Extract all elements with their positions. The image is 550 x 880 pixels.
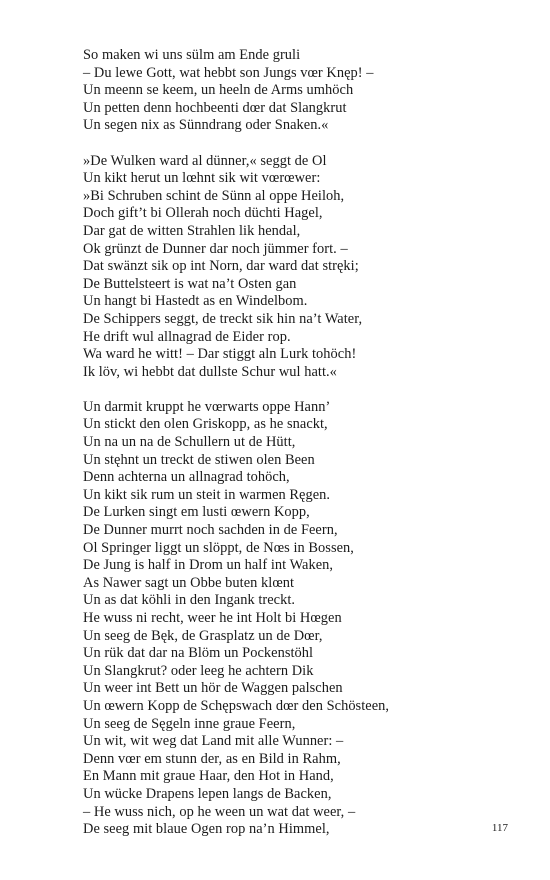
poem-line: Denn vœr em stunn der, as en Bild in Rahm, — [83, 750, 341, 767]
poem-line: Un as dat köhli in den Ingank treckt. — [83, 592, 296, 609]
poem-line: Un Slangkrut? oder leeg he achtern Dik — [83, 662, 314, 679]
poem-line: Denn achterna un allnagrad tohöch, — [83, 469, 290, 486]
poem-line: Un na un na de Schullern ut de Hütt, — [83, 434, 296, 451]
poem-line: Un kikt sik rum un steit in warmen Ręgen. — [83, 486, 331, 503]
poem-line: De seeg mit blaue Ogen rop na’n Himmel, — [83, 821, 330, 838]
poem-line: Un stickt den olen Griskopp, as he snackt, — [83, 416, 328, 433]
poem-line: Un segen nix as Sünndrang oder Snaken.« — [83, 117, 329, 134]
poem-line: Un stęhnt un treckt de stiwen olen Been — [83, 451, 315, 468]
poem-line: De Dunner murrt noch sachden in de Feern, — [83, 522, 338, 539]
poem-line: Un meenn se keem, un heeln de Arms umhöch — [83, 82, 354, 99]
poem-line: Un petten denn hochbeenti dœr dat Slangkrut — [83, 99, 347, 116]
poem-line: Un rük dat dar na Blöm un Pockenstöhl — [83, 645, 314, 662]
page-number: 117 — [491, 822, 508, 834]
poem-line: De Jung is half in Drom un half int Waken, — [83, 557, 334, 574]
poem-line: Un œwern Kopp de Schępswach dœr den Schösteen, — [83, 697, 390, 714]
poem-line: He drift wul allnagrad de Eider rop. — [83, 328, 291, 345]
poem-line: Un wücke Drapens lepen langs de Backen, — [83, 785, 332, 802]
poem-line: Ol Springer liggt un slöppt, de Nœs in Bossen, — [83, 539, 354, 556]
stanza — [83, 47, 503, 135]
poem-line: »Bi Schruben schint de Sünn al oppe Heiloh, — [83, 187, 345, 204]
poem-line: Un seeg de Bęk, de Grasplatz un de Dœr, — [83, 627, 323, 644]
poem-line: He wuss ni recht, weer he int Holt bi Hœgen — [83, 610, 342, 626]
poem-line: So maken wi uns sülm am Ende gruli — [83, 47, 301, 63]
poem-line: Dar gat de witten Strahlen lik hendal, — [83, 222, 301, 239]
poem-line: Ok grünzt de Dunner dar noch jümmer fort. – — [83, 240, 348, 257]
poem-line: As Nawer sagt un Obbe buten klœnt — [83, 574, 295, 591]
poem-line: Un seeg de Sęgeln inne graue Feern, — [83, 715, 296, 732]
poem-line: De Lurken singt em lusti œwern Kopp, — [83, 504, 310, 521]
poem-line: Dat swänzt sik op int Norn, dar ward dat stręki; — [83, 258, 359, 275]
poem-line: Ik löv, wi hebbt dat dullste Schur wul hatt.« — [83, 363, 337, 380]
poem-line: Wa ward he witt! – Dar stiggt aln Lurk tohöch! — [83, 346, 357, 363]
poem-line: Doch gift’t bi Ollerah noch düchti Hagel, — [83, 205, 323, 222]
poem-line: Un darmit kruppt he vœrwarts oppe Hann’ — [83, 398, 331, 415]
poem-line: En Mann mit graue Haar, den Hot in Hand, — [83, 768, 334, 785]
poem-line: »De Wulken ward al dünner,« seggt de Ol — [83, 152, 327, 169]
poem-text — [83, 47, 503, 856]
stanza — [83, 399, 503, 839]
stanza — [83, 153, 503, 382]
poem-line: – Du lewe Gott, wat hebbt son Jungs vœr Knęp! – — [83, 64, 374, 81]
poem-line: – He wuss nich, op he ween un wat dat weer, – — [83, 803, 356, 820]
poem-line: Un wit, wit weg dat Land mit alle Wunner: – — [83, 733, 344, 750]
poem-line: Un weer int Bett un hör de Waggen palschen — [83, 680, 343, 697]
poem-line: Un kikt herut un lœhnt sik wit vœrœwer: — [83, 170, 321, 187]
poem-line: Un hangt bi Hastedt as en Windelbom. — [83, 293, 308, 310]
poem-line: De Buttelsteert is wat na’t Osten gan — [83, 275, 297, 292]
poem-line: De Schippers seggt, de treckt sik hin na’t Water, — [83, 310, 363, 327]
